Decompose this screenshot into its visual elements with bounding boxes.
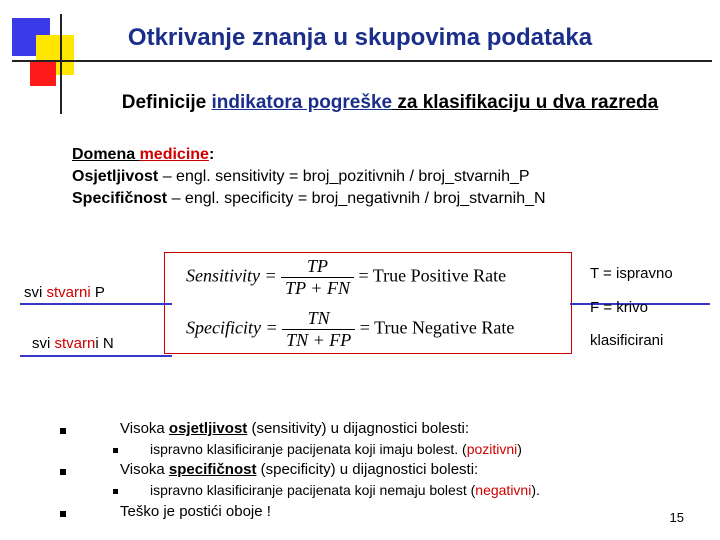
bullet-2-term: specifičnost (168, 461, 257, 478)
bullet-1-post: (sensitivity) u dijagnostici bolesti: (247, 420, 470, 437)
sensitivity-term: Osjetljivost (72, 168, 159, 185)
subtitle-part-1: Definicije (121, 92, 212, 113)
sensitivity-formula (186, 256, 506, 299)
specificity-lhs: Specificity = (186, 317, 278, 338)
specificity-rest: – engl. specificity = broj_negativnih / broj_stvarnih_N (167, 190, 546, 207)
sensitivity-lhs: Sensitivity = (186, 265, 277, 286)
bullet-2-pre: Visoka (120, 461, 169, 478)
domain-line (72, 144, 546, 166)
label-n-red: stvarn (54, 335, 96, 352)
sub-bullet-1-red: pozitivni (466, 441, 518, 457)
bullet-square-icon (60, 469, 66, 475)
label-p-pre: svi (24, 284, 47, 301)
sensitivity-denominator: TP + FN (281, 277, 354, 299)
bullet-sensitivity (120, 420, 469, 437)
page-number: 15 (669, 510, 684, 525)
sub-bullet-2-post: ). (531, 482, 540, 498)
bullet-square-icon (113, 489, 118, 494)
specificity-fraction (282, 308, 355, 351)
sub-bullet-1-pre: ispravno klasificiranje pacijenata koji imaju bolest. ( (150, 441, 467, 457)
slide-title: Otkrivanje znanja u skupovima podataka (127, 24, 593, 51)
domain-word: medicine (139, 146, 209, 163)
sub-bullet-2-pre: ispravno klasificiranje pacijenata koji nemaju bolest ( (150, 482, 476, 498)
bullet-1-pre: Visoka (120, 420, 169, 437)
definitions-block (72, 144, 546, 210)
sub-bullet-specificity (150, 482, 540, 498)
label-n-pre: svi (32, 335, 55, 352)
bullet-square-icon (60, 428, 66, 434)
sensitivity-numerator: TP (307, 256, 329, 276)
sub-bullet-sensitivity (150, 441, 522, 457)
label-all-actual-p (24, 284, 105, 301)
label-p-post: P (90, 284, 105, 301)
legend-classified: klasificirani (590, 332, 664, 349)
bullet-specificity (120, 461, 478, 478)
legend-true: T = ispravno (590, 265, 673, 282)
specificity-denominator: TN + FP (282, 329, 355, 351)
sub-bullet-2-red: negativni (475, 482, 532, 498)
bullet-both-hard: Teško je postići oboje ! (120, 503, 271, 520)
sub-bullet-1-post: ) (517, 441, 522, 457)
subtitle-highlight: indikatora pogreške (211, 92, 393, 113)
decorative-red-square (30, 60, 56, 86)
specificity-rhs: = True Negative Rate (359, 317, 515, 338)
specificity-numerator: TN (307, 308, 330, 328)
bullet-1-term: osjetljivost (168, 420, 248, 437)
sensitivity-fraction (281, 256, 354, 299)
specificity-definition (72, 188, 546, 210)
sensitivity-rhs: = True Positive Rate (358, 265, 507, 286)
connector-line-n (20, 355, 172, 357)
specificity-formula (186, 308, 514, 351)
legend-false: F = krivo (590, 299, 648, 316)
domain-colon: : (208, 146, 215, 163)
label-p-red: stvarni (46, 284, 91, 301)
sensitivity-rest: – engl. sensitivity = broj_pozitivnih / broj_stvarnih_P (158, 168, 530, 185)
subtitle-part-3: za klasifikaciju u dva razreda (392, 92, 659, 113)
slide-subtitle (70, 92, 710, 114)
bullet-2-post: (specificity) u dijagnostici bolesti: (256, 461, 479, 478)
connector-line-p (20, 303, 172, 305)
domain-label: Domena (72, 146, 140, 163)
bullet-square-icon (113, 448, 118, 453)
sensitivity-definition (72, 166, 546, 188)
specificity-term: Specifičnost (72, 190, 168, 207)
decorative-horizontal-line (12, 60, 712, 62)
label-n-post: i N (95, 335, 114, 352)
bullet-square-icon (60, 511, 66, 517)
label-all-actual-n (32, 335, 114, 352)
